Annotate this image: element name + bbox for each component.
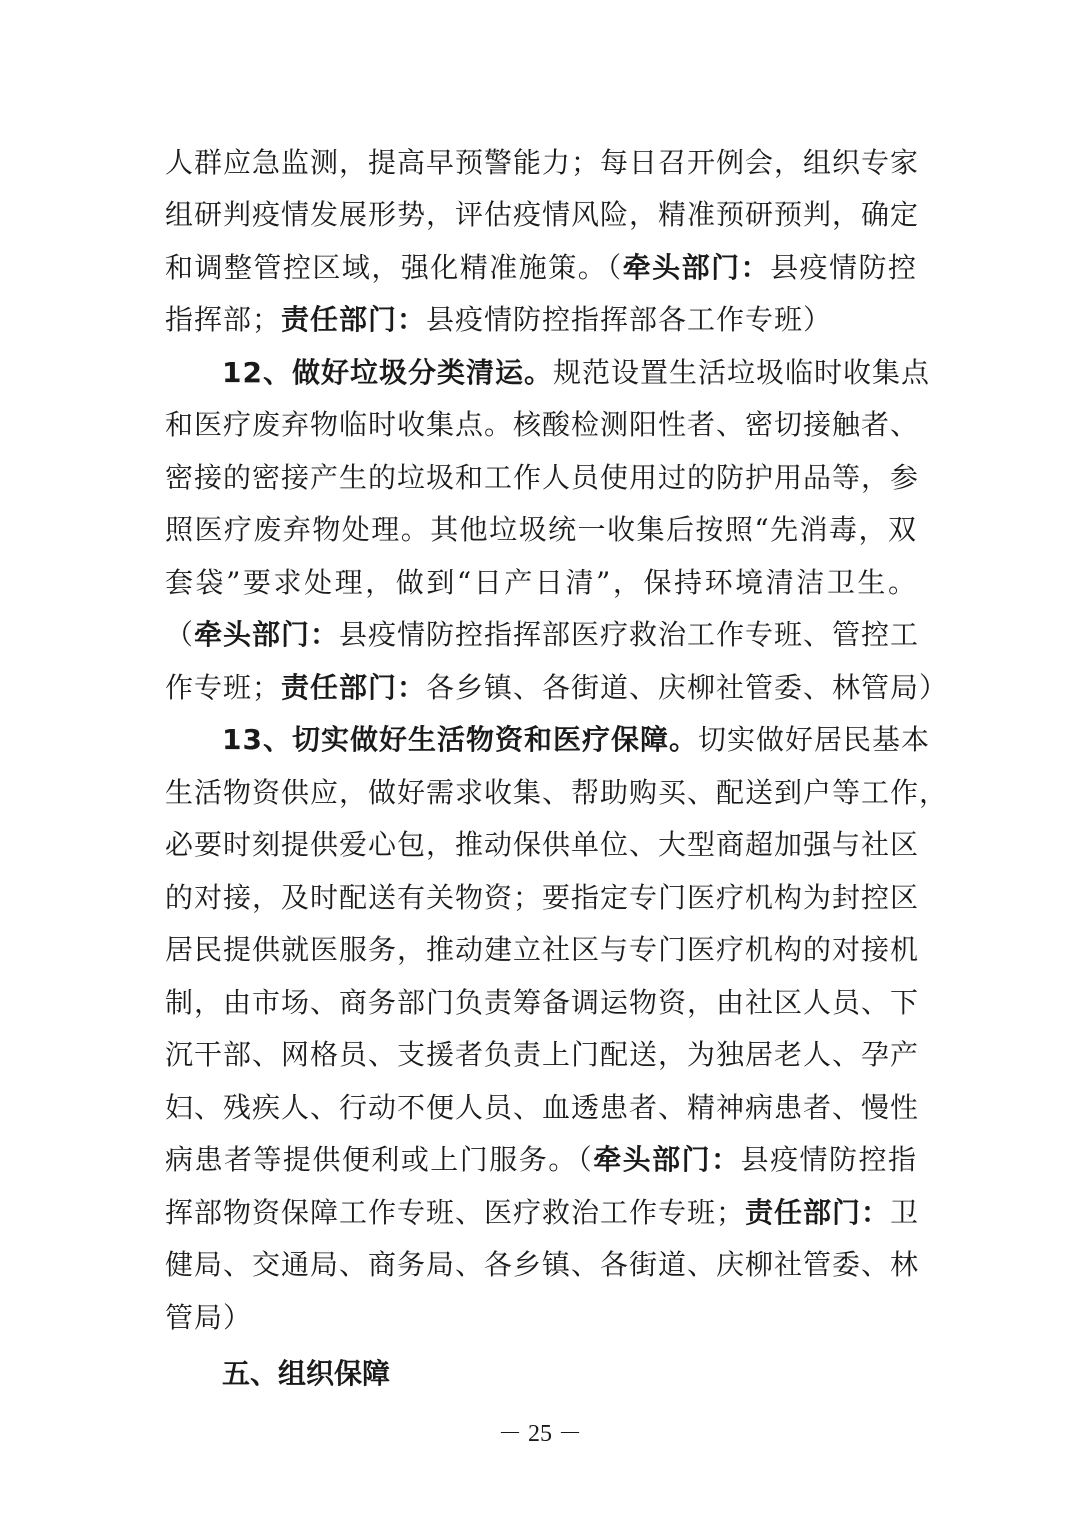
- lead-dept-value: 指挥部；: [165, 303, 282, 336]
- section-heading: 五、组织保障: [222, 1357, 391, 1390]
- item-heading: 13、切实做好生活物资和医疗保障。: [222, 723, 698, 756]
- paragraph-line: 管局）: [165, 1301, 253, 1334]
- paragraph-line: 照医疗废弃物处理。其他垃圾统一收集后按照“先消毒，双: [165, 513, 917, 546]
- page-number: － 25 －: [498, 1421, 582, 1447]
- paragraph-line: 人群应急监测，提高早预警能力；每日召开例会，组织专家: [165, 146, 920, 179]
- resp-dept-label: 责任部门：: [745, 1196, 891, 1229]
- lead-dept-label: 牵头部门：: [194, 618, 340, 651]
- body-text: 切实做好居民基本: [697, 723, 930, 756]
- paragraph-line: [222, 353, 930, 393]
- paragraph-line: 和医疗废弃物临时收集点。核酸检测阳性者、密切接触者、: [165, 408, 920, 441]
- lead-dept-value: 县疫情防控指: [740, 1143, 917, 1176]
- lead-dept-label: 牵头部门：: [622, 251, 771, 284]
- lead-dept-value: 县疫情防控: [770, 251, 917, 284]
- paragraph-line: 生活物资供应，做好需求收集、帮助购买、配送到户等工作，: [165, 776, 949, 809]
- paragraph-line: 的对接，及时配送有关物资；要指定专门医疗机构为封控区: [165, 881, 920, 914]
- body-text: 规范设置生活垃圾临时收集点: [552, 356, 930, 389]
- paragraph-line: 组研判疫情发展形势，评估疫情风险，精准预研预判，确定: [165, 198, 920, 231]
- paragraph-line: [165, 300, 917, 340]
- resp-dept-label: 责任部门：: [281, 303, 427, 336]
- paragraph-line: 健局、交通局、商务局、各乡镇、各街道、庆柳社管委、林: [165, 1248, 920, 1281]
- paragraph-line: [165, 1140, 917, 1180]
- resp-dept-value: 县疫情防控指挥部各工作专班）: [426, 303, 833, 336]
- paragraph-line: 居民提供就医服务，推动建立社区与专门医疗机构的对接机: [165, 933, 920, 966]
- paragraph-line: 制，由市场、商务部门负责筹备调运物资，由社区人员、下: [165, 986, 920, 1019]
- lead-dept-value: 作专班；: [165, 671, 282, 704]
- paragraph-line: 套袋”要求处理，做到“日产日清”，保持环境清洁卫生。: [165, 566, 917, 599]
- lead-dept-value: 挥部物资保障工作专班、医疗救治工作专班；: [165, 1196, 746, 1229]
- paragraph-line: 必要时刻提供爱心包，推动保供单位、大型商超加强与社区: [165, 828, 920, 861]
- resp-dept-label: 责任部门：: [281, 671, 427, 704]
- paragraph-line: 沉干部、网格员、支援者负责上门配送，为独居老人、孕产: [165, 1038, 920, 1071]
- paragraph-line: [165, 1193, 920, 1233]
- body-text: 病患者等提供便利或上门服务。（: [165, 1143, 594, 1176]
- body-text: 和调整管控区域，强化精准施策。（: [165, 251, 623, 284]
- body-text: （: [165, 618, 195, 651]
- paragraph-line: [165, 248, 917, 288]
- lead-dept-value: 县疫情防控指挥部医疗救治工作专班、管控工: [339, 618, 920, 651]
- paragraph-line: [165, 615, 920, 655]
- paragraph-line: 妇、残疾人、行动不便人员、血透患者、精神病患者、慢性: [165, 1091, 920, 1124]
- lead-dept-label: 牵头部门：: [593, 1143, 741, 1176]
- paragraph-line: [165, 668, 949, 708]
- paragraph-line: 密接的密接产生的垃圾和工作人员使用过的防护用品等，参: [165, 461, 920, 494]
- item-heading: 12、做好垃圾分类清运。: [222, 356, 553, 389]
- resp-dept-value: 各乡镇、各街道、庆柳社管委、林管局）: [426, 671, 949, 704]
- resp-dept-value: 卫: [890, 1196, 920, 1229]
- paragraph-line: [222, 720, 930, 760]
